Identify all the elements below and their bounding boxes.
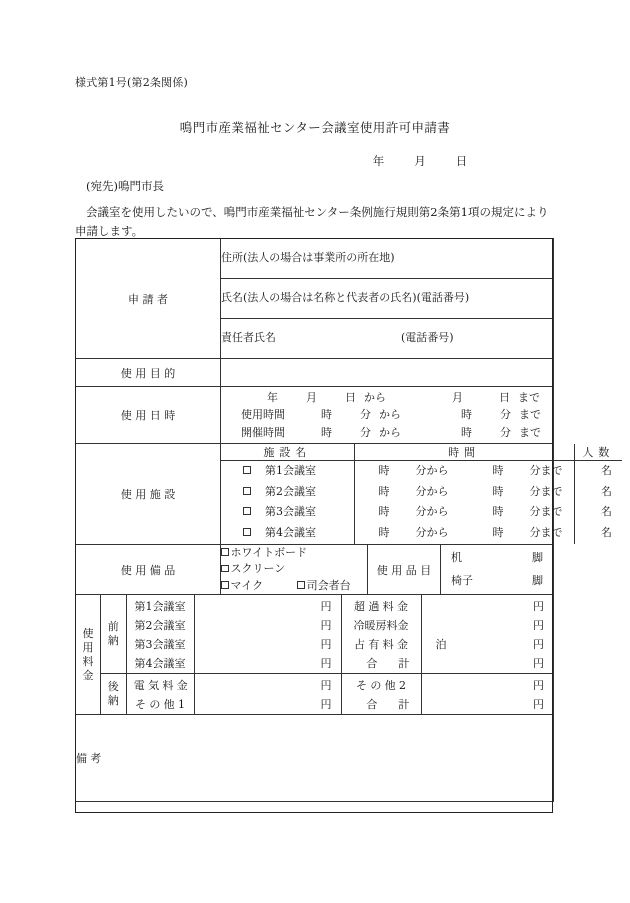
event-hour: 時 [321,425,333,439]
postpay-right-labels [341,674,431,714]
use-from: から [379,408,402,422]
event-minute: 分 [360,425,372,439]
use-minute2: 分 [500,408,512,422]
applicant-address-label: 住所(法人の場合は事業所の所在地) [221,251,395,265]
fac-hour2-1: 時 [492,464,504,477]
table-row [76,544,554,595]
fees-cell [101,595,554,715]
checkbox-icon[interactable] [221,548,229,556]
fees-postpay-row [101,674,553,714]
facility-count-1: 名 [601,464,613,477]
checkbox-icon[interactable] [243,487,251,495]
use-hour: 時 [321,408,333,422]
prepay-total-label: 合計 [366,656,431,670]
facility-time-row-1 [355,461,574,482]
facility-option-3[interactable] [221,502,354,523]
facility-option-3-label: 第3会議室 [265,505,317,519]
datetime-line-eventtime [221,424,553,441]
applicant-label: 申請者 [76,239,221,359]
facility-cell [221,444,615,545]
facility-count-4: 名 [601,526,613,540]
fees-subtable [101,595,553,714]
fees-prepay-row [101,595,553,673]
use-hour2: 時 [461,408,473,422]
fac-hour-2: 時 [378,484,390,498]
equipment-option-2-label: スクリーン [230,562,286,576]
electricity-fee-unit: 円 [320,678,332,692]
equipment-option-4-label: 司会者台 [306,578,351,592]
intro-paragraph: 会議室を使用したいので、鳴門市産業福祉センター条例施行規則第2条第1項の規定により申請します。 [75,205,549,238]
prepay-right-labels [341,595,431,673]
postpay-left-values[interactable] [194,674,341,714]
chair-unit: 脚 [532,573,544,587]
fac-hour2-3: 時 [492,505,504,519]
fac-min-to-2: 分まで [529,484,563,498]
fac-min-to-1: 分まで [529,464,563,477]
equipment-items-label: 使用品目 [368,544,441,595]
facility-option-4-label: 第4会議室 [265,526,317,540]
facility-time-row-2 [355,482,574,503]
fac-min-from-3: 分から [415,505,449,519]
facility-label: 使用施設 [76,444,221,545]
table-row [76,444,554,545]
equipment-label: 使用備品 [76,544,221,595]
facility-time-list[interactable] [354,461,574,544]
dt-from: から [364,391,387,405]
manager-phone-label: (電話番号) [401,331,454,345]
document-title: 鳴門市産業福祉センター会議室使用許可申請書 [179,120,451,135]
table-row [76,359,554,387]
facility-name-list [221,461,354,544]
postpay-left-labels [126,674,194,714]
facility-time-row-4 [355,523,574,544]
facility-option-2-label: 第2会議室 [265,484,317,498]
electricity-fee-label: 電気料金 [133,678,191,692]
excess-fee-unit: 円 [533,599,545,613]
datetime-label: 使用日時 [76,387,221,444]
equipment-items-cell[interactable] [441,544,554,595]
facility-name-header: 施設名 [221,444,354,461]
equipment-option-row-3[interactable] [221,578,367,595]
fac-min-from-4: 分から [415,526,449,540]
facility-body-row [221,461,622,544]
fac-hour-4: 時 [378,526,390,540]
desk-unit: 脚 [532,551,544,565]
table-row [76,715,554,802]
event-hour2: 時 [461,425,473,439]
use-time-label: 使用時間 [241,408,286,422]
desk-label: 机 [451,551,463,565]
fac-min-to-3: 分まで [529,505,563,519]
table-row [76,595,554,715]
prepay-left-values[interactable] [194,595,341,673]
datetime-line-date [221,389,553,406]
facility-count-list[interactable] [574,461,622,544]
facility-option-4[interactable] [221,523,354,544]
postpay-label: 後 納 [101,674,126,714]
facility-time-row-3 [355,502,574,523]
addressee: (宛先)鳴門市長 [86,179,164,193]
equipment-option-3-label: マイク [230,578,264,592]
remarks-cell[interactable] [76,715,554,802]
event-from: から [379,425,402,439]
other2-fee-unit: 円 [533,678,545,692]
prepay-room-3-label: 第3会議室 [134,637,186,651]
event-time-label: 開催時間 [241,425,286,439]
purpose-label: 使用目的 [76,359,221,387]
checkbox-icon[interactable] [297,581,305,589]
form-number: 様式第1号(第2条関係) [75,76,188,89]
prepay-left-labels [126,595,194,673]
prepay-room-4-unit: 円 [320,656,332,670]
facility-count-3: 名 [601,505,613,519]
facility-count-header: 人数 [574,444,622,461]
prepay-right-values[interactable] [421,595,553,673]
purpose-value-cell[interactable] [221,359,554,387]
prepay-room-4-label: 第4会議室 [134,656,186,670]
fac-min-from-1: 分から [415,464,449,477]
date-month-label: 月 [414,154,426,168]
fees-label: 使 用 料 金 [76,595,101,715]
occupancy-fee-label: 占有料金 [354,637,412,651]
occupancy-fee-unit: 円 [533,637,545,651]
table-row [76,387,554,444]
prepay-room-1-unit: 円 [320,599,332,613]
applicant-address-cell[interactable] [221,239,554,279]
postpay-right-values[interactable] [421,674,553,714]
applicant-name-label: 氏名(法人の場合は名称と代表者の氏名)(電話番号) [221,291,470,305]
prepay-room-2-label: 第2会議室 [134,618,186,632]
fac-min-to-4: 分まで [529,526,563,540]
facility-option-1[interactable] [221,461,354,482]
hvac-fee-unit: 円 [533,618,545,632]
dt-month2: 月 [452,391,464,405]
other2-fee-label: その他2 [356,678,410,692]
applicant-name-cell[interactable] [221,279,554,319]
prepay-room-3-unit: 円 [320,637,332,651]
hvac-fee-label: 冷暖房料金 [353,618,409,632]
event-to: まで [519,425,542,439]
date-day-label: 日 [455,154,468,168]
dt-day2: 日 [499,391,511,405]
fac-hour-3: 時 [378,505,390,519]
dt-year: 年 [267,391,279,405]
remarks-label: 備考 [76,752,105,765]
prepay-room-2-unit: 円 [320,618,332,632]
date-year-label: 年 [372,154,385,168]
excess-fee-label: 超過料金 [354,599,412,613]
prepay-total-unit: 円 [533,656,545,670]
equipment-item-desk [441,547,553,570]
checkbox-icon[interactable] [243,466,251,474]
checkbox-icon[interactable] [221,565,229,573]
prepay-room-1-label: 第1会議室 [134,599,186,613]
facility-subtable [221,444,622,544]
fac-hour-1: 時 [378,464,390,477]
manager-name-label: 責任者氏名 [221,331,277,345]
application-table [75,238,615,802]
postpay-total-label: 合計 [366,697,431,711]
table-row [76,239,554,279]
occupancy-nights-label: 泊 [435,637,447,651]
datetime-line-usetime [221,406,553,423]
facility-count-2: 名 [601,484,613,498]
other1-fee-label: その他1 [135,697,189,711]
facility-time-header: 時間 [354,444,574,461]
equipment-option-2[interactable] [221,561,367,578]
fac-min-from-2: 分から [415,484,449,498]
fac-hour2-4: 時 [492,526,504,540]
event-minute2: 分 [500,425,512,439]
dt-day: 日 [345,391,357,405]
occupancy-fee-row [422,635,554,654]
facility-option-1-label: 第1会議室 [265,464,317,477]
equipment-option-1-label: ホワイトボード [230,545,308,559]
equipment-options[interactable] [221,544,368,595]
checkbox-icon[interactable] [243,507,251,515]
use-to: まで [519,408,542,422]
equipment-item-chair [441,570,553,593]
facility-header-row [221,444,622,461]
prepay-label: 前 納 [101,595,126,673]
fac-hour2-2: 時 [492,484,504,498]
checkbox-icon[interactable] [221,581,229,589]
applicant-manager-cell[interactable] [221,319,554,359]
dt-month: 月 [306,391,318,405]
checkbox-icon[interactable] [243,528,251,536]
use-minute: 分 [360,408,372,422]
dt-to: まで [518,391,541,405]
date-line [0,153,630,169]
facility-option-2[interactable] [221,482,354,503]
chair-label: 椅子 [451,573,474,587]
other1-fee-unit: 円 [320,697,332,711]
postpay-total-unit: 円 [533,697,545,711]
equipment-option-1[interactable] [221,545,367,562]
datetime-cell[interactable] [221,387,554,444]
